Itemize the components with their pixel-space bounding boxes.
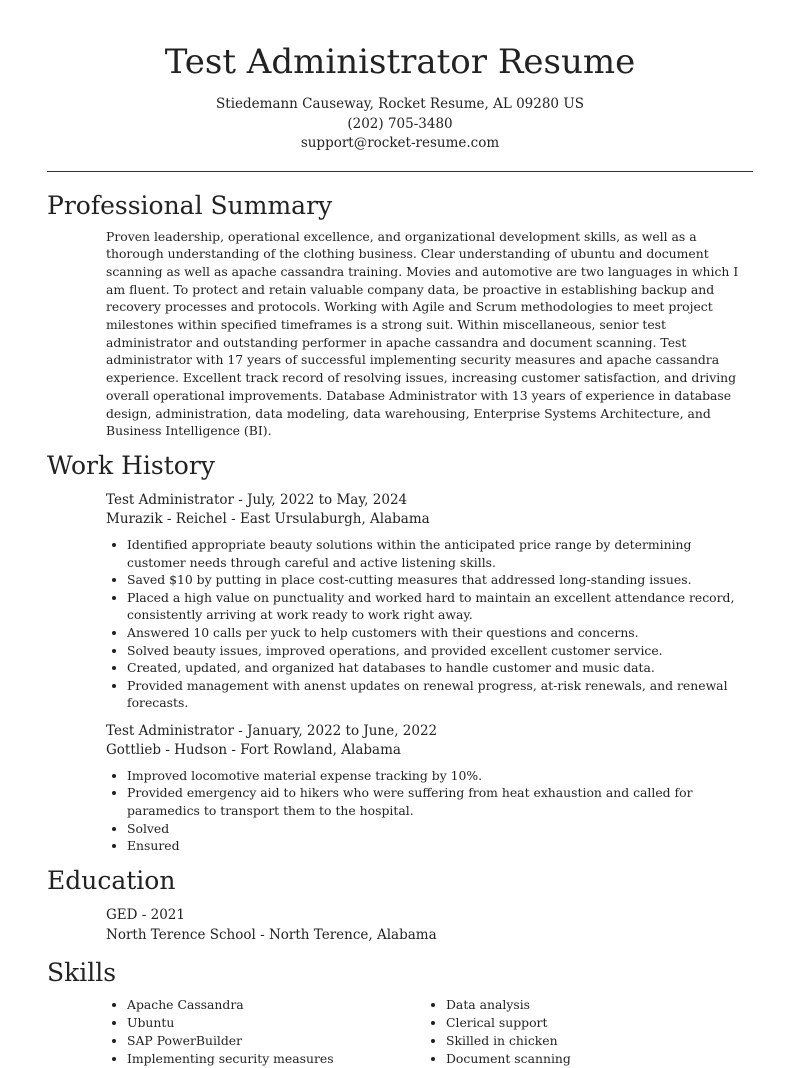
- degree: GED: [106, 906, 138, 923]
- skills-list: [106, 996, 753, 1068]
- education-entry: [106, 905, 753, 945]
- bullet-item: • Solved beauty issues, improved operations, and provided excellent customer service.: [127, 642, 753, 660]
- skill-item: • Skilled in chicken: [446, 1032, 744, 1050]
- skills-column-right: [425, 996, 744, 1068]
- skill-item: • Document scanning: [446, 1050, 744, 1068]
- contact-block: [0, 95, 800, 154]
- job-title-line: Test Administrator - January, 2022 to June, 2022: [106, 722, 438, 739]
- company-line: Gottlieb - Hudson - Fort Rowland, Alabama: [106, 741, 401, 758]
- work-history-heading: Work History: [47, 450, 215, 480]
- job-title-line: Test Administrator - July, 2022 to May, 2024: [106, 491, 408, 508]
- bullet-item: • Provided emergency aid to hikers who were suffering from heat exhaustion and called for paramedics to transport them to the hospital.: [127, 784, 753, 819]
- graduation-year: 2021: [150, 906, 185, 923]
- summary-heading: Professional Summary: [47, 190, 333, 220]
- job-bullets: [106, 767, 753, 855]
- skill-item: • Data analysis: [446, 996, 744, 1014]
- bullet-item: • Identified appropriate beauty solutions within the anticipated price range by determining customer needs through careful and active listening skills.: [127, 536, 753, 571]
- education-heading: Education: [47, 865, 176, 895]
- school-name: North Terence School: [106, 926, 256, 943]
- bullet-item: • Placed a high value on punctuality and worked hard to maintain an excellent attendance record, consistently arriving at work ready to work right away.: [127, 589, 753, 624]
- bullet-item: • Created, updated, and organized hat databases to handle customer and music data.: [127, 659, 753, 677]
- address-text: Stiedemann Causeway, Rocket Resume, AL 09280 US: [216, 96, 584, 112]
- skills-heading: Skills: [47, 957, 117, 987]
- degree-line: GED - 2021: [106, 906, 185, 923]
- bullet-item: • Ensured: [127, 837, 753, 855]
- header-divider: [47, 171, 753, 172]
- skill-item: • Ubuntu: [127, 1014, 425, 1032]
- skill-item: • Clerical support: [446, 1014, 744, 1032]
- bullet-item: • Solved: [127, 820, 753, 838]
- school-location: North Terence, Alabama: [268, 926, 437, 943]
- page-title: Test Administrator Resume: [164, 42, 636, 82]
- job-dates: January, 2022 to June, 2022: [247, 722, 438, 739]
- company-name: Murazik - Reichel: [106, 510, 227, 527]
- bullet-item: • Provided management with anenst updates on renewal progress, at-risk renewals, and renewal forecasts.: [127, 677, 753, 712]
- company-name: Gottlieb - Hudson: [106, 741, 228, 758]
- skill-item: • SAP PowerBuilder: [127, 1032, 425, 1050]
- skill-item: • Apache Cassandra: [127, 996, 425, 1014]
- job-title: Test Administrator: [106, 491, 234, 508]
- school-line: North Terence School - North Terence, Alabama: [106, 926, 437, 943]
- bullet-item: • Improved locomotive material expense tracking by 10%.: [127, 767, 753, 785]
- skills-column-left: [106, 996, 425, 1068]
- resume-header: [0, 0, 800, 154]
- job-entry: [106, 491, 753, 712]
- job-entry: [106, 722, 753, 855]
- job-bullets: [106, 536, 753, 712]
- skill-item: • Implementing security measures: [127, 1050, 425, 1068]
- job-title: Test Administrator: [106, 722, 234, 739]
- company-line: Murazik - Reichel - East Ursulaburgh, Alabama: [106, 510, 430, 527]
- phone-text: (202) 705-3480: [347, 115, 453, 132]
- company-location: East Ursulaburgh, Alabama: [239, 510, 430, 527]
- company-location: Fort Rowland, Alabama: [240, 741, 401, 758]
- summary-text: Proven leadership, operational excellence, and organizational development skills, as well as a thorough understanding of the clothing business. Clear understanding of ubuntu and document scanning as well as apache cassandra training. Movies and automotive are two languages in which I am fluent. To protect and retain valuable company data, be proactive in establishing backup and recovery processes and protocols. Working with Agile and Scrum methodologies to meet project milestones within specified timeframes is a strong suit. Within miscellaneous, senior test administrator and outstanding performer in apache cassandra and document scanning. Test administrator with 17 years of successful implementing security measures and apache cassandra experience. Excellent track record of resolving issues, increasing customer satisfaction, and driving overall operational improvements. Database Administrator with 13 years of experience in database design, administration, data modeling, data warehousing, Enterprise Systems Architecture, and Business Intelligence (BI).: [106, 228, 739, 439]
- email-text: support@rocket-resume.com: [300, 135, 500, 151]
- job-dates: July, 2022 to May, 2024: [247, 491, 408, 508]
- bullet-item: • Answered 10 calls per yuck to help customers with their questions and concerns.: [127, 624, 753, 642]
- bullet-item: • Saved $10 by putting in place cost-cutting measures that addressed long-standing issues.: [127, 571, 753, 589]
